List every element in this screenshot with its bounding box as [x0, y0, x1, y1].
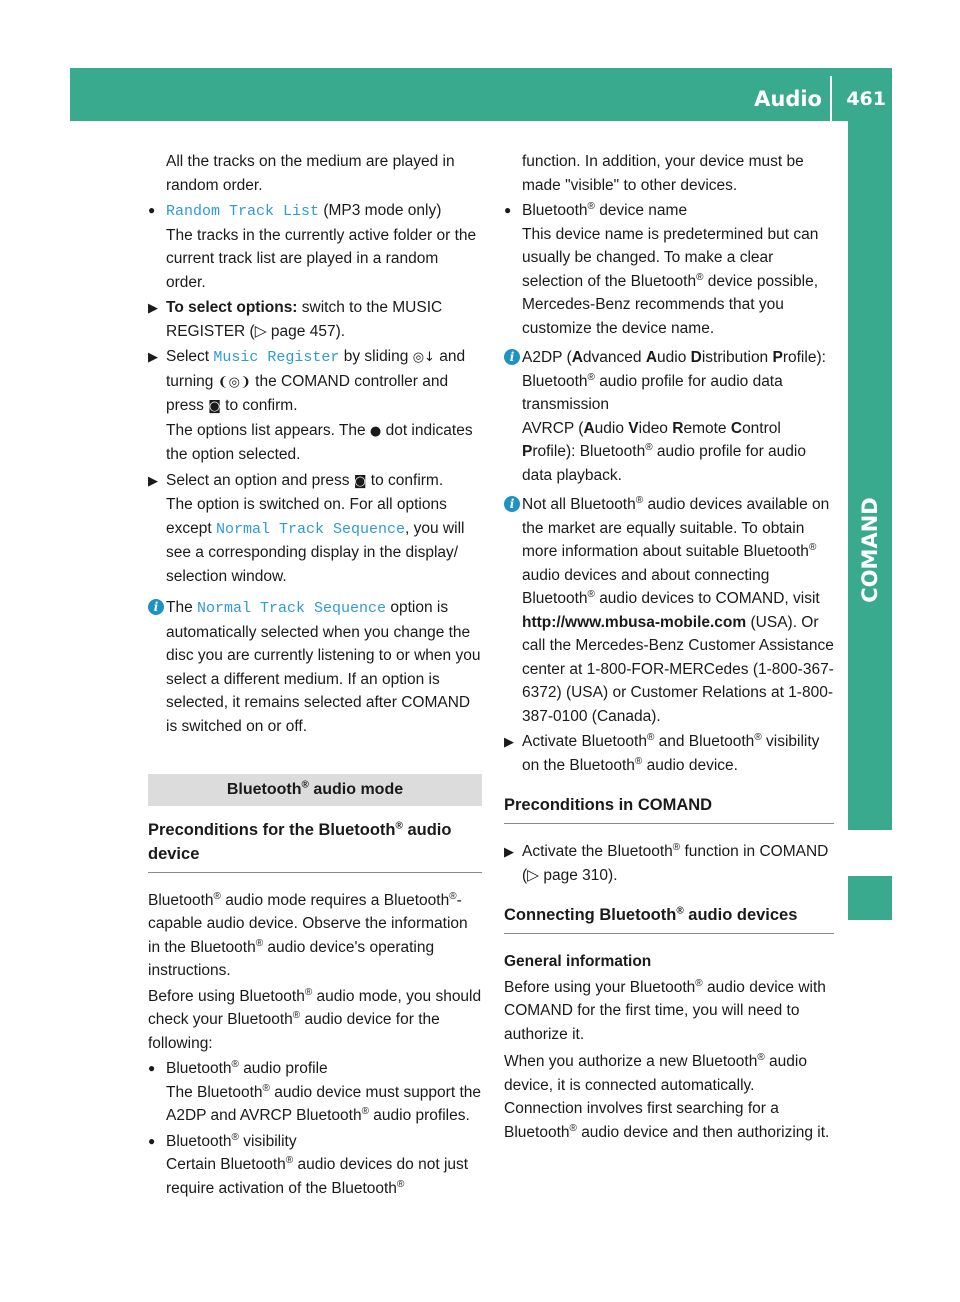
paragraph: When you authorize a new Bluetooth® audio device, it is connected automatically. Connection involves first searching for a Bluetooth® audio device and then authorizing it. [504, 1051, 830, 1141]
link-url[interactable]: http://www.mbusa-mobile.com [522, 613, 747, 631]
divider [504, 933, 834, 934]
bullet-icon: ● [148, 203, 156, 217]
divider [504, 823, 834, 824]
arrow-icon: ▶ [148, 300, 158, 315]
list-item: ● Bluetooth® device name This device name is predetermined but can usually be changed. To make a clear selection of the Bluetooth® device possible, Mercedes-Benz recommends that you customize the device name. [504, 200, 819, 337]
paragraph: All the tracks on the medium are played in random order. [166, 153, 455, 194]
subheading: Preconditions for the Bluetooth® audio device [148, 820, 452, 863]
arrow-icon: ▶ [504, 844, 514, 859]
paragraph: Bluetooth® audio mode requires a Bluetooth®-capable audio device. Observe the information in the Bluetooth® audio device's operating instructions. [148, 890, 468, 979]
side-tab-label: COMAND [858, 497, 882, 603]
page-number: 461 [846, 88, 886, 110]
left-column [148, 150, 482, 1202]
option-random-track-list: Random Track List [166, 203, 320, 220]
arrow-icon: ▶ [148, 349, 158, 364]
option-normal-track-sequence: Normal Track Sequence [215, 520, 406, 538]
bullet-icon: ● [148, 1061, 156, 1075]
right-column [504, 150, 834, 1144]
subheading: Connecting Bluetooth® audio devices [504, 905, 798, 924]
list-item: ● Bluetooth® visibility Certain Bluetooth® audio devices do not just require activation of the Bluetooth® [148, 1131, 469, 1197]
info-icon: i [504, 349, 520, 365]
arrow-icon: ▶ [504, 734, 514, 749]
section-title: Audio [754, 87, 822, 111]
dot-icon: ● [369, 423, 382, 439]
step-item: ▶ Select Music Register by sliding ◎↓ and turning ❨◎❩ the COMAND controller and press ◙ to confirm. The options list appears. The ● dot indicates the option selected. [148, 345, 482, 467]
paragraph: Before using Bluetooth® audio mode, you should check your Bluetooth® audio device for the following: [148, 986, 482, 1052]
bullet-icon: ● [148, 1133, 156, 1148]
step-item: ▶ Activate the Bluetooth® function in COMAND (▷ page 310). [504, 841, 829, 884]
side-tab-block [848, 876, 892, 920]
paragraph: Before using your Bluetooth® audio device with COMAND for the first time, you will need to authorize it. [504, 977, 826, 1043]
arrow-icon: ▶ [148, 472, 158, 488]
page-header [70, 68, 892, 121]
paragraph: function. In addition, your device must be made "visible" to other devices. [522, 153, 804, 194]
press-controller-icon: ◙ [208, 399, 221, 414]
step-item: ▶ Select an option and press ◙ to confirm. The option is switched on. For all options except Normal Track Sequence, you will see a corresponding display in the display/ selection window. [148, 469, 482, 589]
divider [148, 872, 482, 873]
info-note: i A2DP (Advanced Audio Distribution Profile): Bluetooth® audio profile for audio data transmission AVRCP (Audio Video Remote Control Profile): Bluetooth® audio profile for audio data playback. [504, 346, 834, 487]
subheading: Preconditions in COMAND [504, 796, 713, 814]
info-icon: i [148, 599, 164, 615]
header-divider [830, 76, 832, 121]
bullet-icon: ● [504, 203, 512, 217]
option-normal-track-sequence: Normal Track Sequence [197, 600, 387, 617]
list-item-desc: The tracks in the currently active folder or the current track list are played in a random order. [166, 226, 477, 291]
info-icon: i [504, 496, 520, 512]
list-item: ● Random Track List (MP3 mode only) The tracks in the currently active folder or the current track list are played in a random order. [148, 199, 482, 294]
list-item: ● Bluetooth® audio profile The Bluetooth® audio device must support the A2DP and AVRCP Bluetooth® audio profiles. [148, 1058, 481, 1124]
step-item: ▶ Activate Bluetooth® and Bluetooth® visibility on the Bluetooth® audio device. [504, 731, 820, 774]
turn-controller-icon: ❨◎❩ [217, 374, 251, 390]
option-music-register: Music Register [213, 349, 340, 366]
section-heading-bar: Bluetooth® audio mode [148, 774, 482, 806]
step-item: ▶ To select options: switch to the MUSIC REGISTER (▷ page 457). [148, 296, 482, 343]
press-controller-icon: ◙ [353, 473, 367, 489]
info-note: i The Normal Track Sequence option is automatically selected when you change the disc you are currently listening to or when you select a different medium. If an option is selected, it remains selected after COMAND is switched on or off. [148, 596, 482, 738]
minor-heading: General information [504, 953, 652, 970]
info-note: i Not all Bluetooth® audio devices available on the market are equally suitable. To obtain more information about suitable Bluetooth® audio devices and about connecting Bluetooth® audio devices to COMAND, visit http://www.mbusa-mobile.com (USA). Or call the Mercedes-Benz Customer Assistance center at 1-800-FOR-MERCedes (1-800-367-6372) (USA) or Customer Relations at 1-800-387-0100 (Canada). [504, 493, 834, 728]
slide-down-icon: ◎↓ [412, 350, 435, 365]
